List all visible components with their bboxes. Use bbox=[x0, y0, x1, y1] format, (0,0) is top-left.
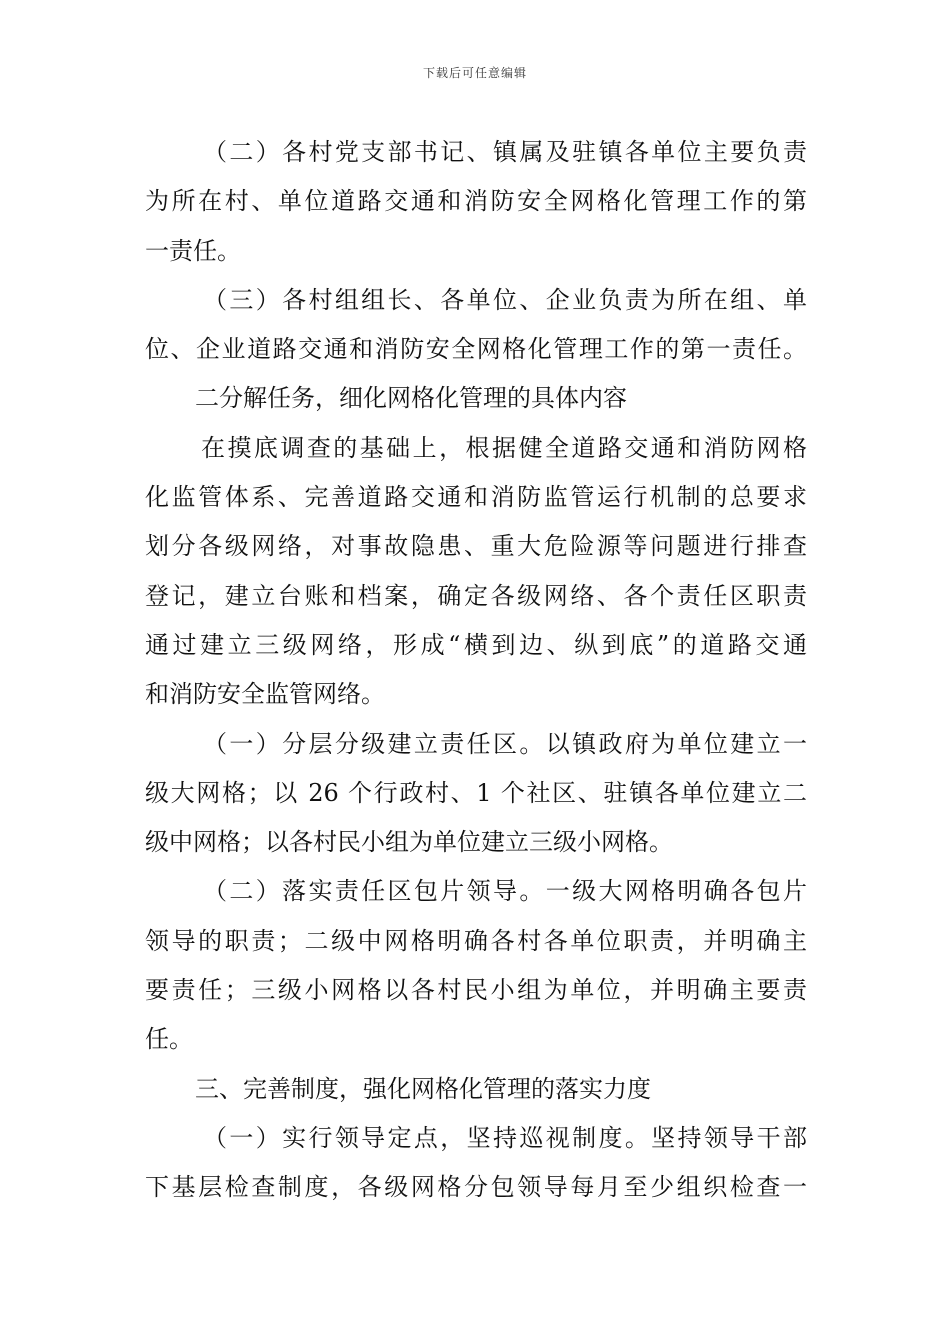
paragraph-line: 要责任；三级小网格以各村民小组为单位，并明确主要责 bbox=[145, 976, 807, 1005]
paragraph-line: 登记，建立台账和档案，确定各级网络、各个责任区职责 bbox=[145, 581, 807, 610]
paragraph-line: 划分各级网络，对事故隐患、重大危险源等问题进行排查 bbox=[145, 532, 807, 561]
paragraph-line: （三）各村组组长、各单位、企业负责为所在组、单 bbox=[203, 285, 807, 314]
paragraph-line: 领导的职责；二级中网格明确各村各单位职责，并明确主 bbox=[145, 926, 807, 955]
paragraph-line: （一）分层分级建立责任区。以镇政府为单位建立一 bbox=[203, 729, 807, 758]
paragraph-line: 化监管体系、完善道路交通和消防监管运行机制的总要求 bbox=[145, 483, 807, 512]
paragraph-line: 位、企业道路交通和消防安全网格化管理工作的第一责任。 bbox=[145, 335, 807, 364]
section-heading: 二分解任务，细化网格化管理的具体内容 bbox=[195, 384, 627, 413]
paragraph-line: 和消防安全监管网络。 bbox=[145, 680, 385, 709]
paragraph-line: （一）实行领导定点，坚持巡视制度。坚持领导干部 bbox=[203, 1123, 807, 1152]
paragraph-line: 一责任。 bbox=[145, 236, 241, 265]
paragraph-line: 级中网格；以各村民小组为单位建立三级小网格。 bbox=[145, 828, 673, 857]
paragraph-line: 为所在村、单位道路交通和消防安全网格化管理工作的第 bbox=[145, 187, 807, 216]
paragraph-line: 在摸底调查的基础上，根据健全道路交通和消防网格 bbox=[201, 433, 807, 462]
section-heading: 三、完善制度，强化网格化管理的落实力度 bbox=[195, 1074, 651, 1103]
document-body bbox=[145, 128, 807, 1213]
paragraph-line: 级大网格；以 26 个行政村、1 个社区、驻镇各单位建立二 bbox=[145, 778, 807, 807]
paragraph-line: （二）各村党支部书记、镇属及驻镇各单位主要负责 bbox=[203, 138, 807, 166]
paragraph-line: 任。 bbox=[145, 1025, 193, 1054]
paragraph-line: 通过建立三级网络，形成“横到边、纵到底”的道路交通 bbox=[145, 630, 807, 659]
paragraph-line: （二）落实责任区包片领导。一级大网格明确各包片 bbox=[203, 877, 807, 906]
page-header: 下载后可任意编辑 bbox=[422, 66, 527, 80]
paragraph-line: 下基层检查制度，各级网格分包领导每月至少组织检查一 bbox=[145, 1173, 807, 1202]
